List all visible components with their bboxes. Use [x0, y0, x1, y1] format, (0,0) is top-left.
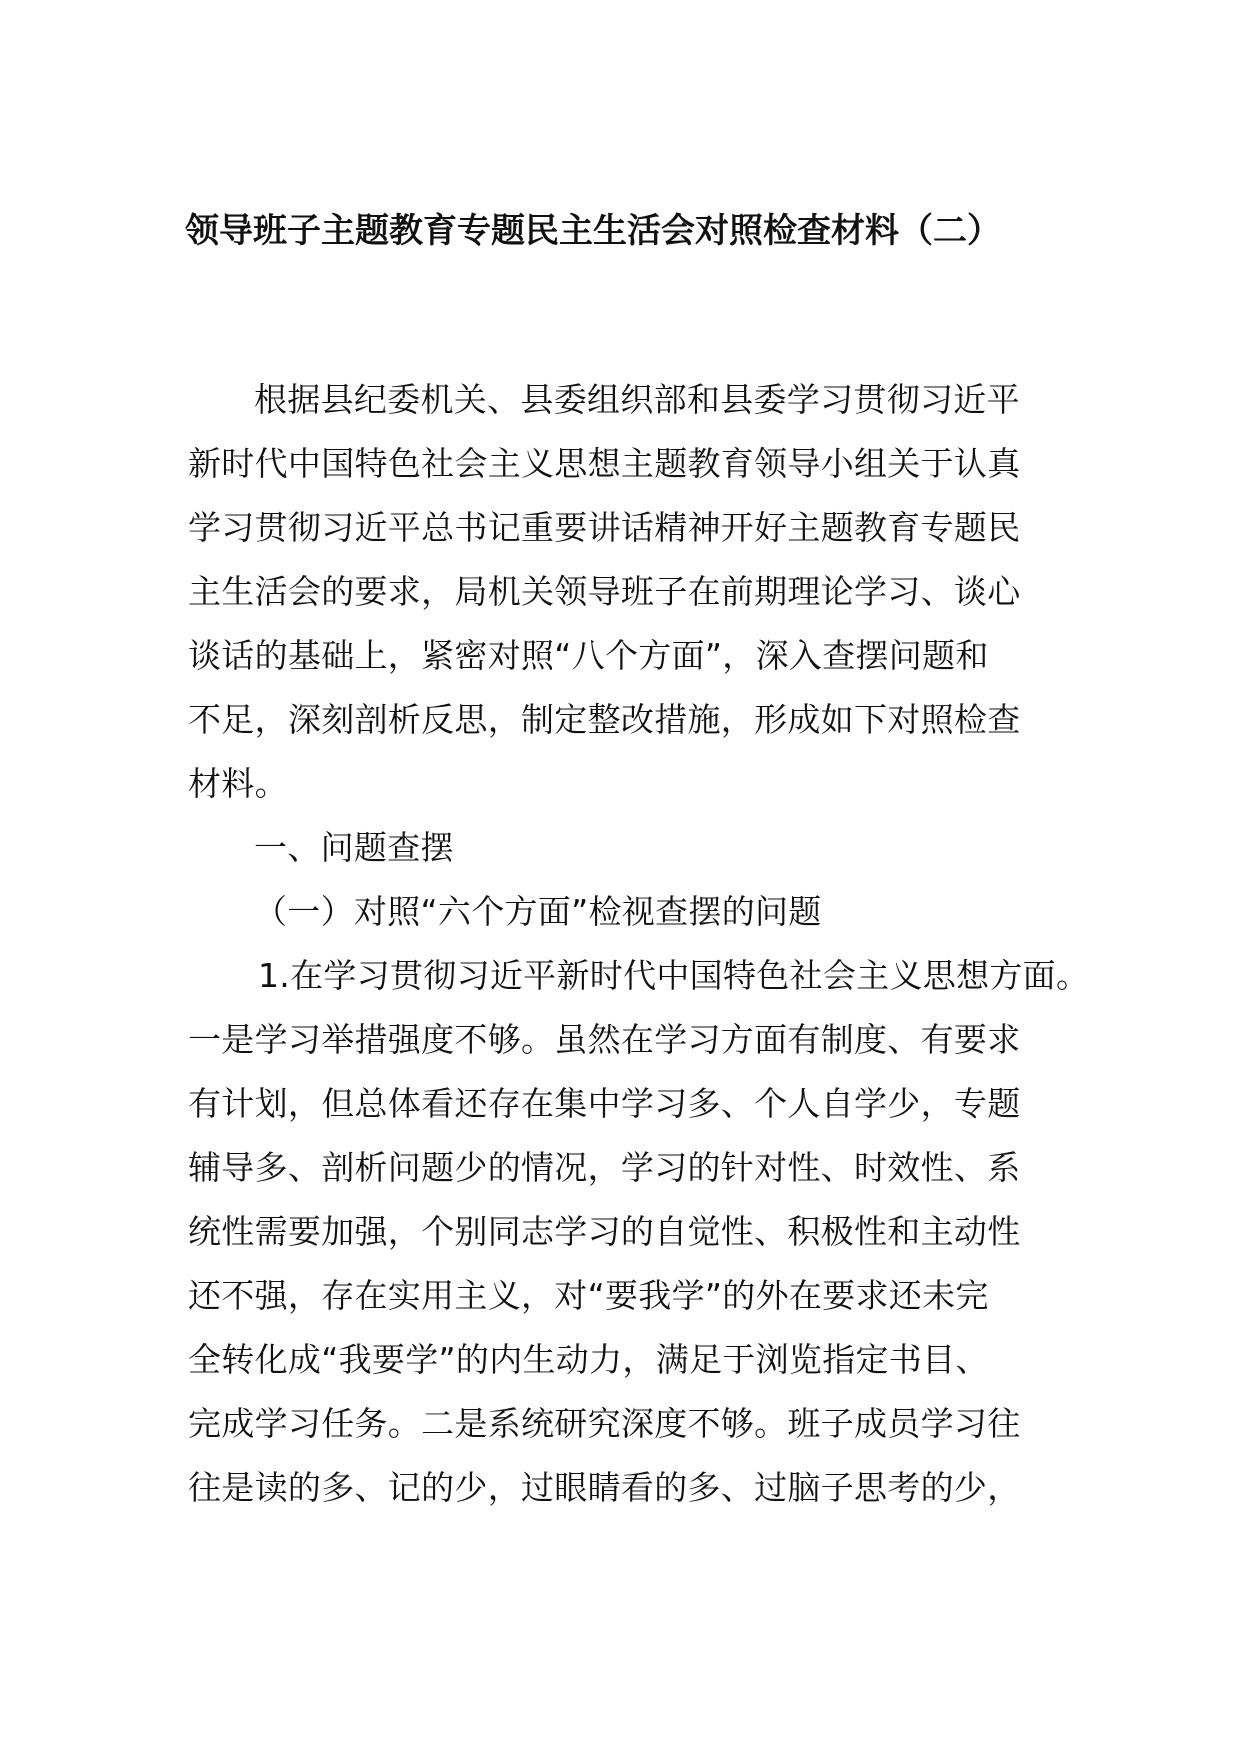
paragraph-line: 有计划，但总体看还存在集中学习多、个人自学少，专题 — [188, 1084, 1021, 1123]
paragraph-line: 根据县纪委机关、县委组织部和县委学习贯彻习近平 — [254, 380, 1020, 419]
paragraph-line: 完成学习任务。二是系统研究深度不够。班子成员学习往 — [188, 1404, 1021, 1443]
paragraph-line: 全转化成“我要学”的内生动力，满足于浏览指定书目、 — [188, 1340, 989, 1379]
paragraph-line: 还不强，存在实用主义，对“要我学”的外在要求还未完 — [188, 1276, 989, 1315]
document-body — [188, 368, 1090, 1520]
paragraph-line: 往是读的多、记的少，过眼睛看的多、过脑子思考的少， — [188, 1468, 1021, 1507]
item-heading: 1.在学习贯彻习近平新时代中国特色社会主义思想方面。 — [258, 956, 1090, 995]
paragraph-line: 统性需要加强，个别同志学习的自觉性、积极性和主动性 — [188, 1212, 1021, 1251]
paragraph-line: 辅导多、剖析问题少的情况，学习的针对性、时效性、系 — [188, 1148, 1021, 1187]
paragraph-line: 材料。 — [188, 764, 288, 803]
section-heading: 一、问题查摆 — [254, 828, 454, 867]
paragraph-line: 一是学习举措强度不够。虽然在学习方面有制度、有要求 — [188, 1020, 1021, 1059]
document-title: 领导班子主题教育专题民主生活会对照检查材料（二） — [185, 211, 1001, 251]
paragraph-line: 不足，深刻剖析反思，制定整改措施，形成如下对照检查 — [188, 700, 1021, 739]
paragraph-line: 学习贯彻习近平总书记重要讲话精神开好主题教育专题民 — [188, 508, 1021, 547]
subsection-heading: （一）对照“六个方面”检视查摆的问题 — [254, 892, 822, 931]
paragraph-line: 新时代中国特色社会主义思想主题教育领导小组关于认真 — [188, 444, 1021, 483]
paragraph-line: 谈话的基础上，紧密对照“八个方面”，深入查摆问题和 — [188, 636, 989, 675]
paragraph-line: 主生活会的要求，局机关领导班子在前期理论学习、谈心 — [188, 572, 1021, 611]
